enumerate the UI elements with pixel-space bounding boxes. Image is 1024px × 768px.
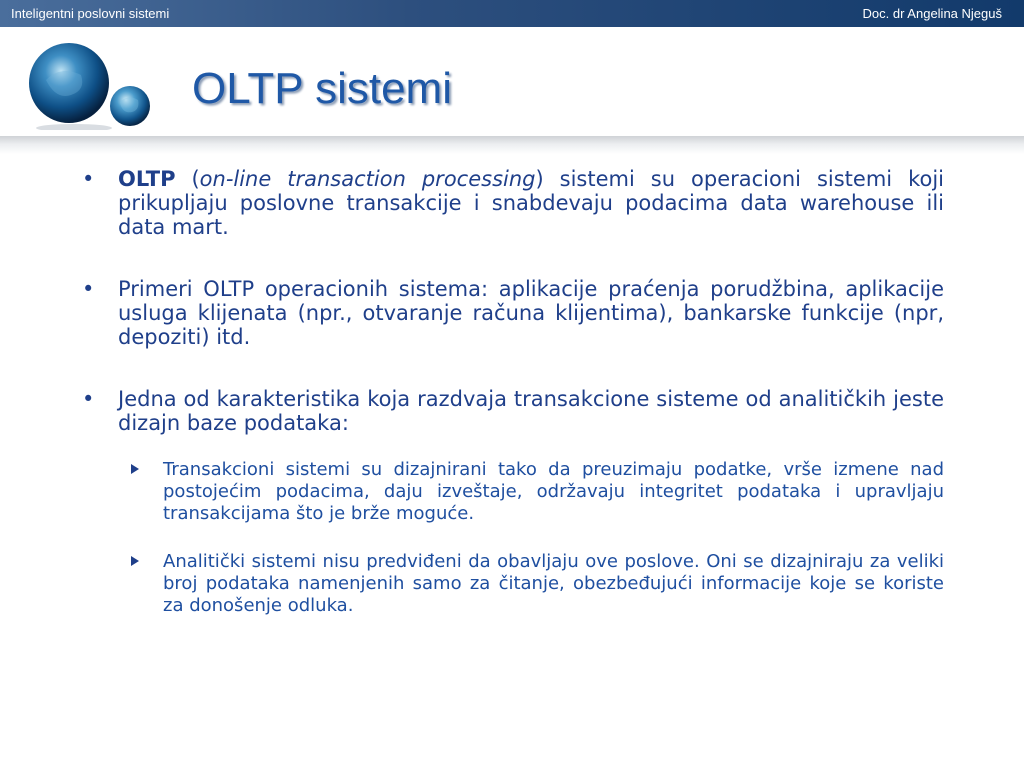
top-bar <box>0 0 1024 27</box>
author-name: Doc. dr Angelina Njeguš <box>862 6 1002 21</box>
globe-spheres-icon <box>26 40 156 130</box>
header-divider <box>0 136 1024 154</box>
sub-bullet-text: Transakcioni sistemi su dizajnirani tako da preuzimaju podatke, vrše izmene nad postojećim podacima, daju izveštaje, održavaju integritet podataka i upravljaju transakcijama što je brže moguće. <box>163 459 944 524</box>
sub-bullet-item <box>163 459 944 525</box>
slide-body <box>80 167 944 643</box>
bullet-item <box>80 387 944 435</box>
bullet-item <box>80 277 944 349</box>
bullet-rest: ) sistemi su operacioni sistemi koji prikupljaju poslovne transakcije i snabdevaju podacima data warehouse ili data mart. <box>118 167 945 239</box>
sub-bullet-text: Analitički sistemi nisu predviđeni da obavljaju ove poslove. Oni se dizajniraju za veliki broj podataka namenjenih samo za čitanje, obezbeđujući informacije koje se koriste za donošenje odluka. <box>163 551 944 616</box>
course-title: Inteligentni poslovni sistemi <box>11 6 170 21</box>
bullet-text: Jedna od karakteristika koja razdvaja transakcione sisteme od analitičkih jeste dizajn baze podataka: <box>118 387 944 435</box>
triangle-right-icon <box>131 464 139 474</box>
bullet-marker: • <box>82 167 95 191</box>
bullet-text: Primeri OLTP operacionih sistema: aplikacije praćenja porudžbina, aplikacije usluga klijenata (npr., otvaranje računa klijentima), bankarske funkcije (npr, depoziti) itd. <box>118 277 944 349</box>
slide-title: OLTP sistemi <box>192 64 452 113</box>
bullet-paren: ( <box>175 167 200 191</box>
bullet-italic-term: on-line transaction processing <box>199 167 536 191</box>
triangle-right-icon <box>131 556 139 566</box>
bullet-marker: • <box>82 277 95 301</box>
bullet-item <box>80 167 944 239</box>
bullet-term: OLTP <box>118 167 176 191</box>
sub-bullet-item <box>163 551 944 617</box>
bullet-text <box>118 167 944 239</box>
bullet-marker: • <box>82 387 95 411</box>
